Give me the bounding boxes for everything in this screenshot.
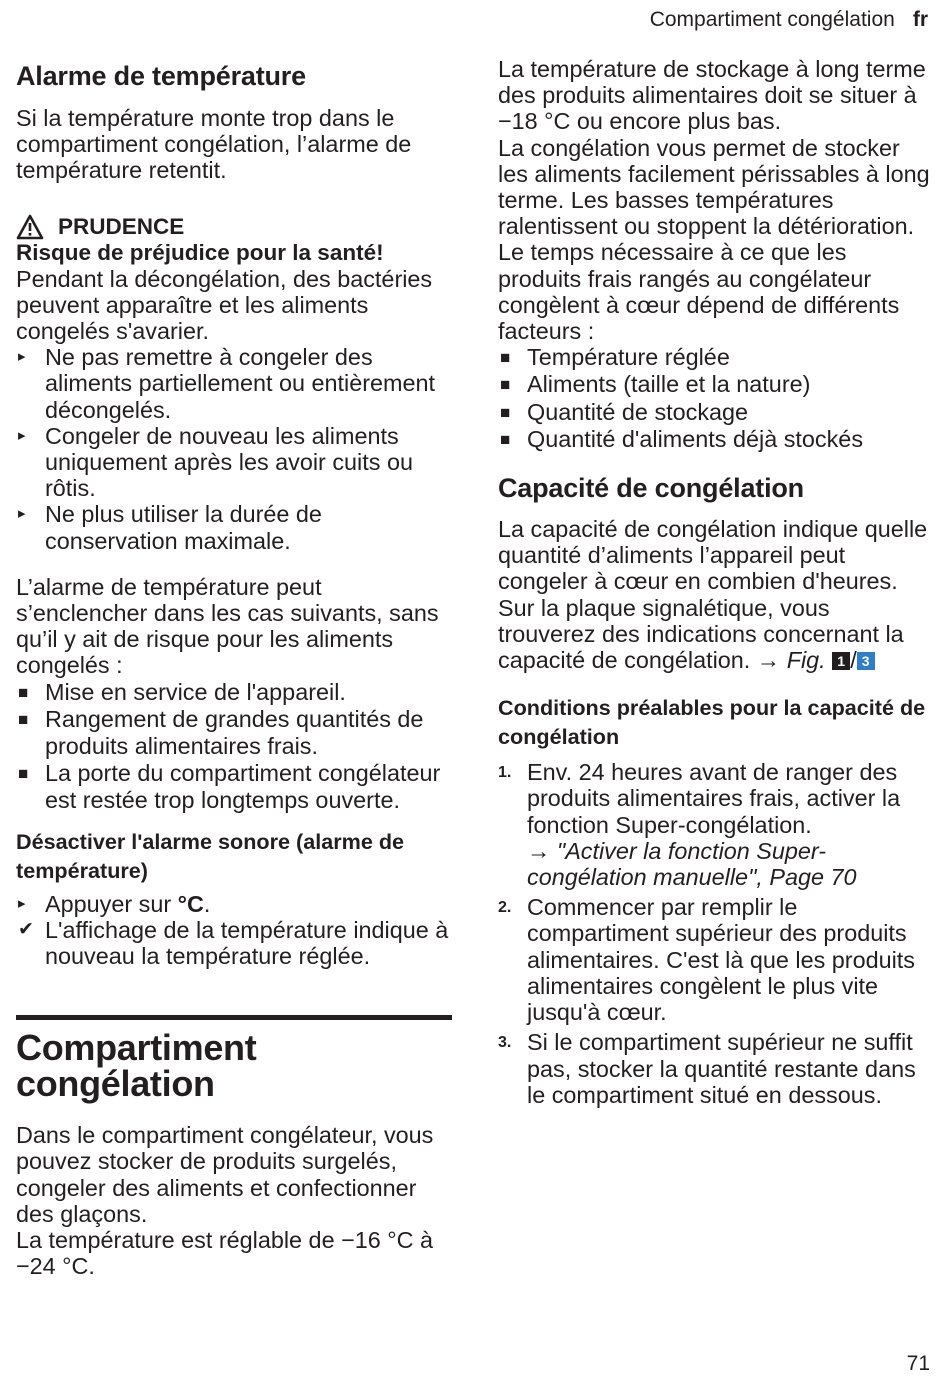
square-bullet-icon: ■ (18, 764, 29, 784)
step-item (498, 894, 932, 1025)
deactivate-steps (16, 891, 452, 970)
list-item (16, 344, 452, 423)
warning-triangle-icon (16, 214, 44, 240)
arrow-bullet-icon: ▸ (18, 426, 26, 444)
arrow-bullet-icon: ▸ (18, 505, 26, 523)
header-section: Compartiment congélation (649, 8, 895, 31)
caution-list (16, 344, 452, 554)
list-item-text: L'affichage de la température indique à nouveau la température réglée. (45, 916, 449, 970)
alarm-intro: Si la température monte trop dans le compartiment congélation, l’alarme de température retentit. (16, 105, 412, 184)
chapter-paragraph-2: La température est réglable de −16 °C à −24 °C. (16, 1227, 433, 1280)
caution-heading (16, 214, 452, 240)
alarm-title: Alarme de température (16, 61, 306, 91)
caution-risk: Risque de préjudice pour la santé! (16, 239, 384, 265)
chapter-rule (16, 1015, 452, 1020)
figure-reference[interactable] (757, 647, 875, 673)
conditions-steps (498, 759, 932, 1108)
list-item (16, 501, 452, 553)
press-prefix: Appuyer sur (45, 890, 178, 917)
arrow-bullet-icon: ▸ (18, 894, 26, 912)
square-bullet-icon: ■ (500, 348, 511, 368)
cases-list (16, 679, 452, 815)
figure-3-badge: 3 (857, 652, 875, 670)
chapter-paragraph-1: Dans le compartiment congélateur, vous pouvez stocker de produits surgelés, congeler des aliments et confectionner des glaçons. (16, 1122, 434, 1227)
list-item-text: Rangement de grandes quantités de produits alimentaires frais. (45, 705, 424, 760)
arrow-bullet-icon: ▸ (18, 348, 26, 366)
step-text: Si le compartiment supérieur ne suffit pas, stocker la quantité restante dans le compartiment situé en dessous. (527, 1029, 916, 1108)
checkmark-icon: ✔ (18, 918, 34, 940)
storage-paragraph: La température de stockage à long terme des produits alimentaires doit se situer à −18 °C ou encore plus bas. (498, 56, 926, 135)
list-item-text: Quantité d'aliments déjà stockés (527, 425, 864, 452)
list-item (16, 423, 452, 502)
square-bullet-icon: ■ (500, 375, 511, 395)
step-number: 2. (498, 899, 512, 917)
capacity-paragraph-1: La capacité de congélation indique quelle quantité d’aliments l’appareil peut congeler à cœur en combien d'heures. (498, 516, 928, 595)
step-number: 3. (498, 1034, 512, 1052)
figure-separator: / (850, 647, 857, 674)
right-column (498, 56, 932, 1112)
step-text: Commencer par remplir le compartiment supérieur des produits alimentaires. C'est là que les produits alimentaires congèlent le plus vite jusqu'à cœur. (527, 894, 916, 1026)
square-bullet-icon: ■ (18, 682, 29, 702)
temperature-key: °C (177, 890, 204, 917)
figure-label: Fig. (786, 647, 826, 674)
list-item (16, 760, 452, 814)
step-item (498, 759, 932, 890)
list-item (498, 371, 932, 398)
deactivate-title: Désactiver l'alarme sonore (alarme de température) (16, 828, 405, 883)
page-number: 71 (906, 1352, 930, 1375)
press-suffix: . (203, 890, 211, 917)
page-reference-link[interactable]: → "Activer la fonction Super-congélation manuelle", Page 70 (527, 837, 857, 891)
conditions-title: Conditions préalables pour la capacité de congélation (498, 695, 926, 750)
capacity-paragraph-2-text: Sur la plaque signalétique, vous trouverez des indications concernant la capacité de congélation. (498, 594, 904, 674)
list-item-text: Mise en service de l'appareil. (45, 678, 346, 705)
caution-text: Pendant la décongélation, des bactéries peuvent apparaître et les aliments congelés s'avarier. (16, 265, 433, 345)
caution-label: PRUDENCE (58, 213, 185, 239)
capacity-title: Capacité de congélation (498, 473, 804, 504)
list-item-text: Aliments (taille et la nature) (527, 371, 811, 398)
list-item-text: La porte du compartiment congélateur est restée trop longtemps ouverte. (45, 760, 441, 814)
list-item-text: Température réglée (527, 344, 730, 371)
list-item (498, 344, 932, 371)
list-item (16, 917, 452, 969)
list-item-text: Quantité de stockage (527, 398, 749, 425)
left-column (16, 56, 452, 1280)
square-bullet-icon: ■ (500, 429, 511, 449)
list-item (16, 891, 452, 917)
square-bullet-icon: ■ (18, 709, 29, 729)
time-paragraph: Le temps nécessaire à ce que les produits frais rangés au congélateur congèlent à cœur dépend de différents facteurs : (498, 239, 900, 345)
list-item-text: Ne plus utiliser la durée de conservation maximale. (45, 501, 322, 554)
running-header (650, 8, 928, 32)
freezing-paragraph: La congélation vous permet de stocker les aliments facilement périssables à long terme. Les basses températures ralentissent ou stoppent la détérioration. (498, 134, 930, 240)
factors-list (498, 344, 932, 453)
step-text: Env. 24 heures avant de ranger des produits alimentaires frais, activer la fonction Super-congélation. (527, 759, 901, 838)
step-item (498, 1029, 932, 1108)
arrow-right-icon: → (756, 647, 781, 674)
capacity-paragraph-2 (498, 595, 932, 674)
figure-1-badge: 1 (832, 652, 850, 670)
step-number: 1. (498, 764, 512, 782)
cases-intro: L’alarme de température peut s’enclencher dans les cas suivants, sans qu’il y ait de risque pour les aliments congelés : (16, 573, 439, 679)
square-bullet-icon: ■ (500, 402, 511, 422)
list-item-text: Congeler de nouveau les aliments uniquement après les avoir cuits ou rôtis. (45, 422, 413, 502)
header-language: fr (912, 8, 928, 31)
list-item (498, 426, 932, 453)
chapter-title: Compartiment congélation (16, 1027, 257, 1105)
list-item (16, 706, 452, 760)
list-item (498, 399, 932, 426)
list-item (16, 679, 452, 706)
list-item-text: Ne pas remettre à congeler des aliments partiellement ou entièrement décongelés. (45, 344, 436, 423)
